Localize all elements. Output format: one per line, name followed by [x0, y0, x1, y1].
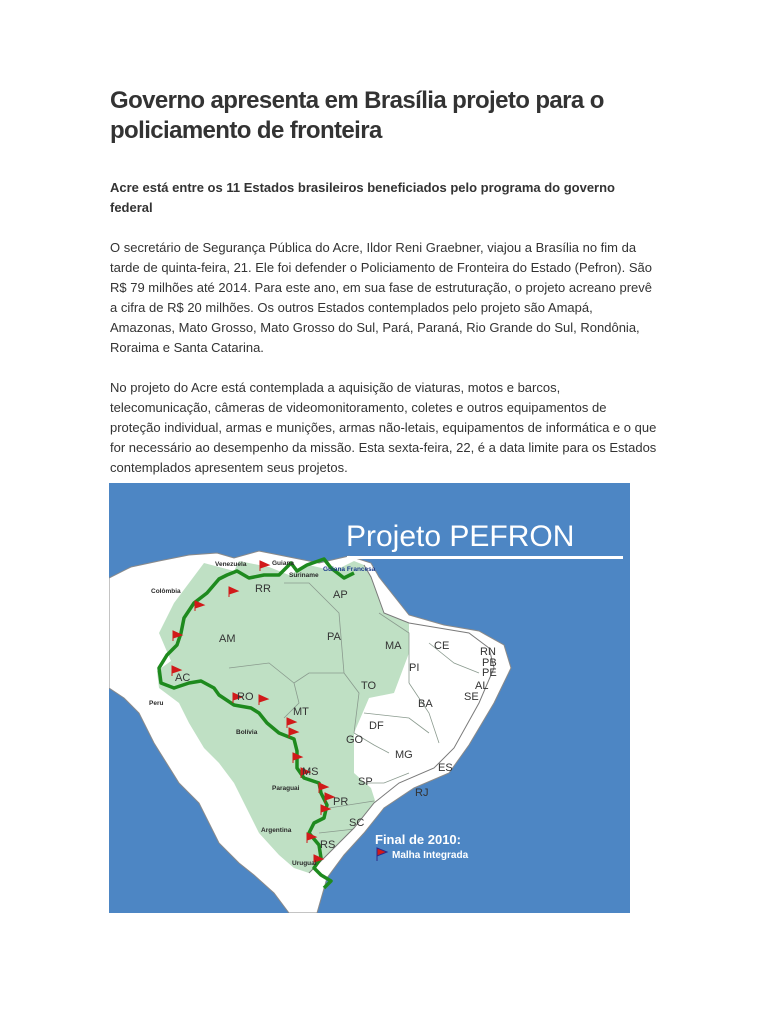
state-label: GO: [346, 734, 364, 746]
country-label: Paraguai: [272, 785, 300, 792]
state-label: MG: [395, 749, 413, 761]
state-label: AP: [333, 589, 348, 601]
state-label: MS: [302, 766, 319, 778]
country-label: Venezuela: [215, 561, 247, 568]
state-label: AL: [475, 680, 489, 692]
state-label: PB: [482, 657, 497, 669]
state-label: RN: [480, 646, 496, 658]
country-label: Bolívia: [236, 729, 258, 736]
article-paragraph-2: No projeto do Acre está contemplada a aquisição de viaturas, motos e barcos, telecomunicação, câmeras de videomonitoramento, coletes e outros equipamentos de proteção individual, armas e munições, armas não-letais, equipamentos de informática e o que for necessário ao desempenho da missão. Esta sexta-feira, 22, é a data limite para os Estados contemplados apresentem seus projetos.: [110, 380, 657, 475]
state-label: PI: [409, 662, 420, 674]
state-label: PE: [482, 667, 497, 679]
state-label: SC: [349, 817, 365, 829]
country-label: Suriname: [289, 572, 319, 579]
state-label: RJ: [415, 787, 429, 799]
state-label: AM: [219, 633, 236, 645]
state-label: MT: [293, 706, 309, 718]
state-label: BA: [418, 698, 433, 710]
state-label: RO: [237, 691, 254, 703]
article-lead: Acre está entre os 11 Estados brasileiros beneficiados pelo programa do governo federal: [110, 180, 616, 215]
state-label: PA: [327, 631, 341, 643]
state-label: AC: [175, 672, 191, 684]
article: [110, 86, 658, 478]
map-title-underline: [347, 556, 623, 559]
state-label: SP: [358, 776, 373, 788]
pefron-map: [109, 483, 630, 913]
map-title: Projeto PEFRON: [346, 520, 575, 553]
country-label: Colômbia: [151, 588, 181, 595]
state-label: RR: [255, 583, 271, 595]
state-label: TO: [361, 680, 377, 692]
state-label: SE: [464, 691, 479, 703]
country-label: Guiana Francesa: [323, 566, 376, 573]
article-title: Governo apresenta em Brasília projeto para o policiamento de fronteira: [110, 87, 604, 144]
state-label: CE: [434, 640, 450, 652]
article-paragraph-1: O secretário de Segurança Pública do Acre, Ildor Reni Graebner, viajou a Brasília no fim da tarde de quinta-feira, 21. Ele foi defender o Policiamento de Fronteira do Estado (Pefron). São R$ 79 milhões até 2014. Para este ano, em sua fase de estruturação, o projeto acreano prevê a cifra de R$ 20 milhões. Os outros Estados contemplados pelo projeto são Amapá, Amazonas, Mato Grosso, Mato Grosso do Sul, Pará, Paraná, Rio Grande do Sul, Rondônia, Roraima e Santa Catarina.: [110, 240, 653, 355]
state-label: MA: [385, 640, 402, 652]
country-label: Uruguai: [292, 860, 317, 867]
country-label: Peru: [149, 700, 164, 707]
state-label: ES: [438, 762, 453, 774]
country-label: Argentina: [261, 827, 292, 834]
state-label: PR: [333, 796, 349, 808]
legend-item: Malha Integrada: [392, 850, 469, 861]
pefron-map-figure: [109, 483, 630, 913]
state-label: DF: [369, 720, 384, 732]
state-label: RS: [320, 839, 336, 851]
country-label: Guiana: [272, 560, 295, 567]
legend-title: Final de 2010:: [375, 832, 461, 847]
